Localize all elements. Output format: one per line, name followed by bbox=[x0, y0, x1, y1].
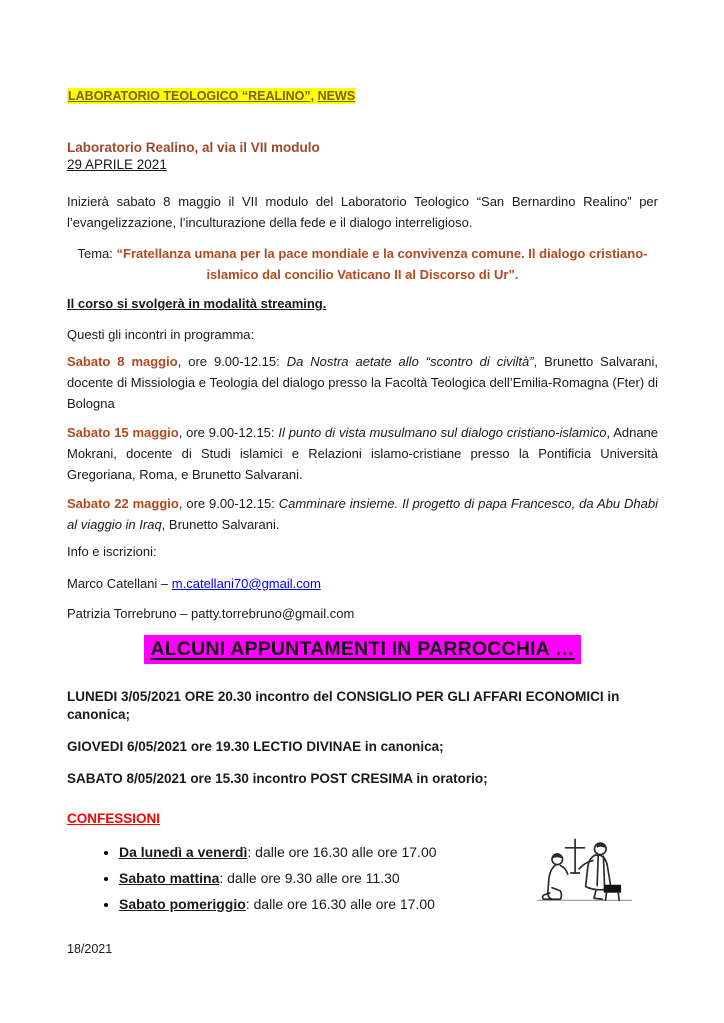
program-intro: Questi gli incontri in programma: bbox=[67, 327, 255, 342]
session-title: Il punto di vista musulmano sul dialogo cristiano-islamico bbox=[278, 425, 607, 440]
parish-appointments-heading: ALCUNI APPUNTAMENTI IN PARROCCHIA … bbox=[144, 635, 580, 664]
confession-day-label: Sabato pomeriggio bbox=[119, 896, 246, 912]
document-title: Laboratorio Realino, al via il VII modulo bbox=[67, 140, 320, 155]
contact-line-2 bbox=[67, 605, 658, 622]
session-date: Sabato 22 maggio bbox=[67, 496, 179, 511]
session-title: Da Nostra aetate allo “scontro di civiltà” bbox=[286, 354, 534, 369]
confession-day-label: Da lunedì a venerdì bbox=[119, 844, 248, 860]
masthead-news-link[interactable]: NEWS bbox=[317, 89, 356, 103]
confession-clipart bbox=[531, 831, 636, 918]
list-item bbox=[119, 865, 531, 891]
title-block bbox=[67, 139, 658, 173]
intro-paragraph: Inizierà sabato 8 maggio il VII modulo del Laboratorio Teologico “San Bernardino Realino” per l’evangelizzazione, l’inculturazione della fede e il dialogo interreligioso. bbox=[67, 194, 658, 230]
info-label: Info e iscrizioni: bbox=[67, 544, 157, 559]
streaming-note: Il corso si svolgerà in modalità streaming. bbox=[67, 296, 327, 311]
masthead-highlight bbox=[67, 88, 356, 104]
session-date: Sabato 15 maggio bbox=[67, 425, 179, 440]
session-time: , ore 9.00-12.15: bbox=[178, 496, 279, 511]
page-number: 18/2021 bbox=[67, 942, 113, 956]
session-time: , ore 9.00-12.15: bbox=[177, 354, 287, 369]
session-paragraph-2 bbox=[67, 422, 658, 485]
theme-paragraph bbox=[67, 243, 658, 285]
confession-times-list bbox=[67, 839, 531, 917]
confession-day-label: Sabato mattina bbox=[119, 870, 220, 886]
contact-name: Marco Catellani – bbox=[67, 576, 172, 591]
confessions-heading: CONFESSIONI bbox=[67, 811, 161, 826]
confession-scene-icon bbox=[531, 831, 636, 915]
session-description: , Adnane Mokrani, docente di Studi islamici e Relazioni islamo-cristiane presso la Pontificia Università Gregoriana, Roma, e Brunetto Salvarani. bbox=[67, 425, 659, 482]
contact-name: Patrizia Torrebruno – bbox=[67, 606, 192, 621]
masthead-lab-link[interactable]: LABORATORIO TEOLOGICO “REALINO”, bbox=[68, 89, 315, 103]
session-title: Camminare insieme. Il progetto di papa Francesco, da Abu Dhabi al viaggio in Iraq bbox=[67, 496, 658, 532]
theme-label: Tema: bbox=[77, 246, 117, 261]
confessions-section bbox=[67, 839, 658, 918]
list-item bbox=[119, 891, 531, 917]
masthead bbox=[67, 86, 658, 107]
confession-time: : dalle ore 16.30 alle ore 17.00 bbox=[245, 896, 435, 912]
session-description: , Brunetto Salvarani, docente di Missiologia e Teologia del dialogo presso la Facoltà Teologica dell’Emilia-Romagna (Fter) di Bologna bbox=[67, 354, 658, 411]
appointment-line-1: LUNEDI 3/05/2021 ORE 20.30 incontro del CONSIGLIO PER GLI AFFARI ECONOMICI in canonica; bbox=[67, 689, 620, 722]
document-date: 29 APRILE 2021 bbox=[67, 157, 167, 172]
confession-time: : dalle ore 16.30 alle ore 17.00 bbox=[247, 844, 437, 860]
parish-heading-wrap bbox=[67, 635, 658, 664]
theme-text: “Fratellanza umana per la pace mondiale e la convivenza comune. Il dialogo cristiano-islamico dal concilio Vaticano II al Discorso di Ur”. bbox=[116, 246, 648, 282]
confession-time: : dalle ore 9.30 alle ore 11.30 bbox=[219, 870, 400, 886]
session-date: Sabato 8 maggio bbox=[67, 354, 178, 369]
appointment-line-3: SABATO 8/05/2021 ore 15.30 incontro POST CRESIMA in oratorio; bbox=[67, 771, 488, 786]
session-description: , Brunetto Salvarani. bbox=[161, 517, 280, 532]
contact-email: patty.torrebruno@gmail.com bbox=[191, 606, 355, 621]
contact-line-1 bbox=[67, 575, 658, 592]
session-paragraph-3 bbox=[67, 493, 658, 535]
session-paragraph-1 bbox=[67, 351, 658, 414]
contact-email-link[interactable]: m.catellani70@gmail.com bbox=[171, 576, 321, 591]
list-item bbox=[119, 839, 531, 865]
session-time: , ore 9.00-12.15: bbox=[178, 425, 279, 440]
appointment-line-2: GIOVEDI 6/05/2021 ore 19.30 LECTIO DIVINAE in canonica; bbox=[67, 739, 444, 754]
